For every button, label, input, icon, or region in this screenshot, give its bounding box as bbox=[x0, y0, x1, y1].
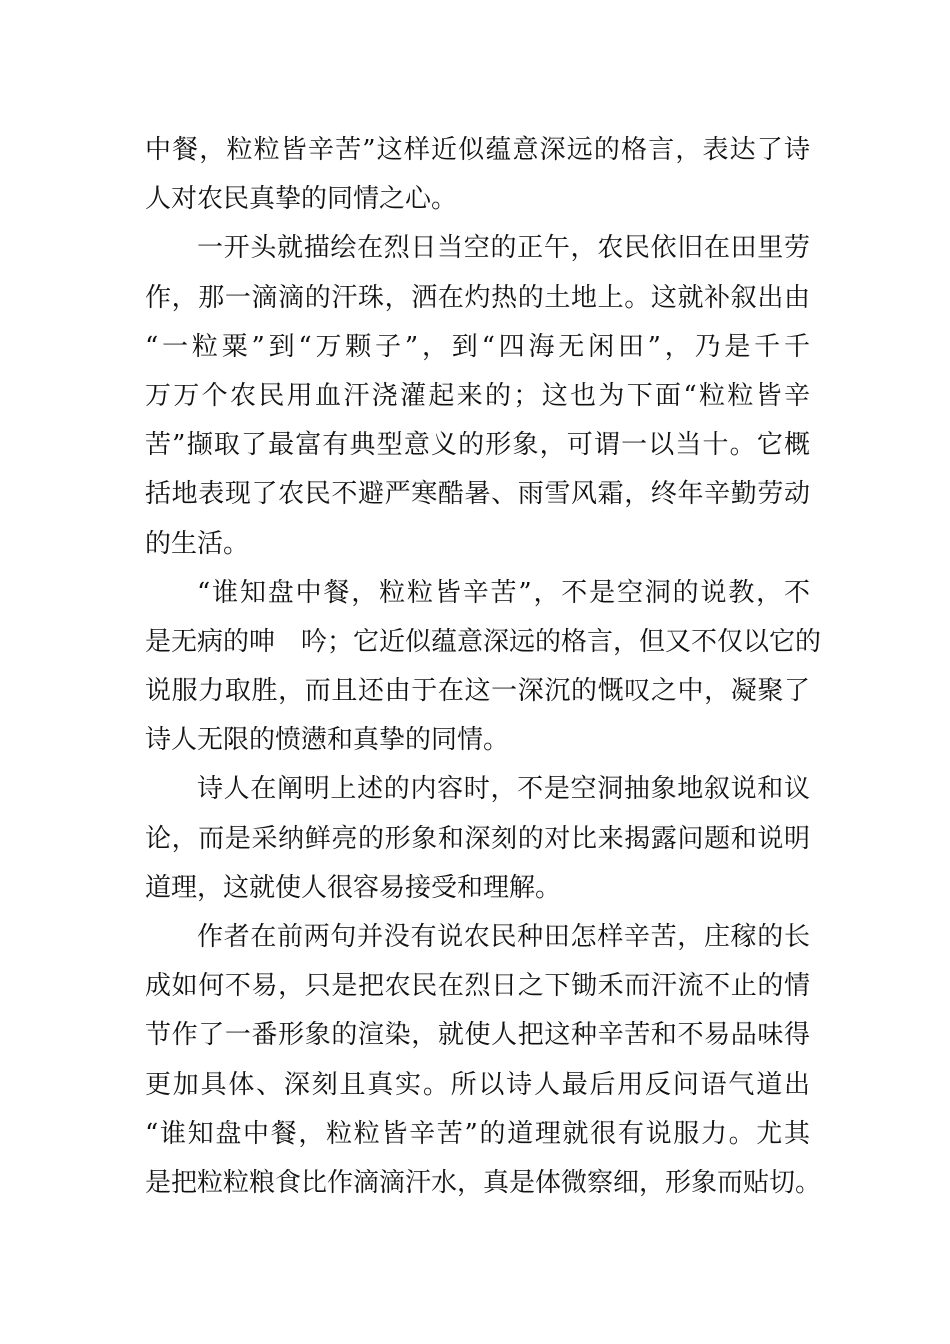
text-line: 成如何不易，只是把农民在烈日之下锄禾而汗流不止的情 bbox=[145, 971, 810, 1002]
text-line: 人对农民真挚的同情之心。 bbox=[145, 184, 458, 215]
paragraph-first-line: 一开头就描绘在烈日当空的正午，农民依旧在田里劳 bbox=[197, 233, 810, 264]
paragraph-first-line: 作者在前两句并没有说农民种田怎样辛苦，庄稼的长 bbox=[197, 922, 810, 952]
text-line: 苦”撷取了最富有典型意义的形象，可谓一以当十。它概 bbox=[145, 430, 810, 461]
text-line: 道理，这就使人很容易接受和理解。 bbox=[145, 872, 562, 903]
article-body bbox=[145, 126, 822, 1208]
text-line: 论，而是采纳鲜亮的形象和深刻的对比来揭露问题和说明 bbox=[145, 823, 810, 854]
text-line: 是把粒粒粮食比作滴滴汗水，真是体微察细，形象而贴切。 bbox=[145, 1167, 822, 1198]
text-line: 诗人无限的愤懑和真挚的同情。 bbox=[145, 725, 510, 756]
text-line: “一粒粟”到“万颗子”，到“四海无闲田”，乃是千千 bbox=[145, 331, 810, 362]
text-line: 是无病的呻 吟；它近似蕴意深远的格言，但又不仅以它的 bbox=[145, 626, 822, 657]
paragraph-first-line: “谁知盘中餐，粒粒皆辛苦”，不是空洞的说教，不 bbox=[197, 577, 810, 608]
paragraph-first-line: 诗人在阐明上述的内容时，不是空洞抽象地叙说和议 bbox=[197, 774, 810, 805]
text-line: 说服力取胜，而且还由于在这一深沉的慨叹之中，凝聚了 bbox=[145, 676, 810, 707]
text-line: 括地表现了农民不避严寒酷暑、雨雪风霜，终年辛勤劳动 bbox=[145, 479, 810, 510]
text-line: “谁知盘中餐，粒粒皆辛苦”的道理就很有说服力。尤其 bbox=[145, 1118, 810, 1149]
text-line: 万万个农民用血汗浇灌起来的；这也为下面“粒粒皆辛 bbox=[145, 380, 810, 411]
text-line: 中餐，粒粒皆辛苦”这样近似蕴意深远的格言，表达了诗 bbox=[145, 135, 810, 165]
text-line: 更加具体、深刻且真实。所以诗人最后用反问语气道出 bbox=[145, 1069, 810, 1100]
text-line: 的生活。 bbox=[145, 528, 250, 559]
text-line: 节作了一番形象的渲染，就使人把这种辛苦和不易品味得 bbox=[145, 1020, 810, 1051]
text-line: 作，那一滴滴的汗珠，洒在灼热的土地上。这就补叙出由 bbox=[145, 282, 810, 313]
